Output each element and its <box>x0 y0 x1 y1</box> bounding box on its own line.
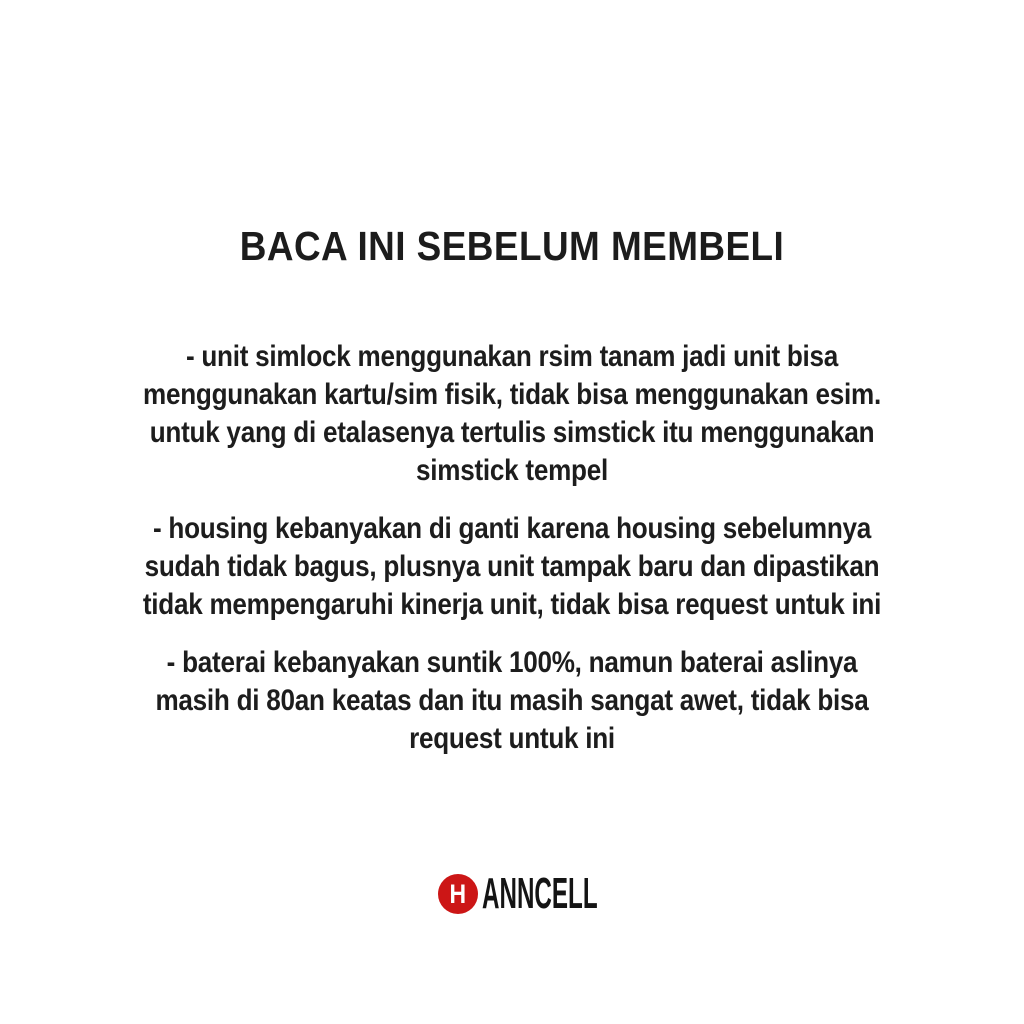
text-line: menggunakan kartu/sim fisik, tidak bisa menggunakan esim. <box>143 378 881 411</box>
brand-logo <box>0 869 1024 918</box>
paragraph-simlock-note <box>67 338 958 490</box>
text-line: request untuk ini <box>409 722 615 755</box>
text-line: masih di 80an keatas dan itu masih sangat awet, tidak bisa <box>155 684 869 717</box>
logo-brand-text: ANNCELL <box>482 869 598 918</box>
text-line: sudah tidak bagus, plusnya unit tampak baru dan dipastikan <box>144 550 880 583</box>
paragraph-battery-note <box>67 644 958 758</box>
text-line: - unit simlock menggunakan rsim tanam jadi unit bisa <box>185 340 839 373</box>
text-line: - baterai kebanyakan suntik 100%, namun baterai aslinya <box>166 646 858 679</box>
logo-letter: H <box>449 878 467 909</box>
notes-section <box>67 338 958 778</box>
text-line: tidak mempengaruhi kinerja unit, tidak bisa request untuk ini <box>142 588 882 621</box>
paragraph-housing-note <box>67 510 958 624</box>
text-line: - housing kebanyakan di ganti karena housing sebelumnya <box>152 512 872 545</box>
page-title: BACA INI SEBELUM MEMBELI <box>239 223 785 269</box>
logo-h-circle-icon <box>438 874 478 914</box>
logo-brand-text-wrap <box>482 869 598 918</box>
text-line: untuk yang di etalasenya tertulis simstick itu menggunakan <box>149 416 875 449</box>
text-line: simstick tempel <box>416 454 608 487</box>
